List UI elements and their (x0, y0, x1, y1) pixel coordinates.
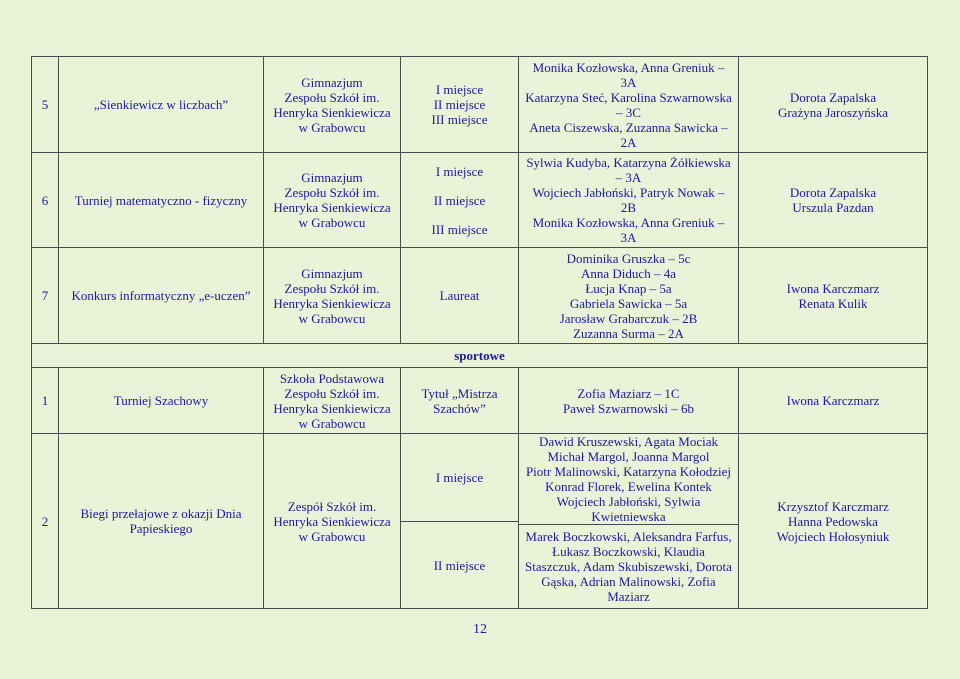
students-cell (519, 368, 739, 434)
school-cell (264, 153, 401, 248)
row-number: 6 (32, 153, 59, 248)
school-line: Gimnazjum (301, 265, 363, 281)
teacher-line: Dorota Zapalska (789, 185, 877, 200)
students-cell (519, 248, 739, 344)
teacher-line: Krzysztof Karczmarz (777, 498, 889, 514)
student-line: Paweł Szwarnowski – 6b (562, 400, 695, 416)
teacher-line: Iwona Karczmarz (786, 393, 880, 408)
teacher-line: Urszula Pazdan (792, 200, 874, 215)
school-line: Henryka Sienkiewicza (273, 104, 391, 120)
student-line: Łucja Knap – 5a (585, 280, 672, 296)
school-line: w Grabowcu (298, 215, 366, 230)
student-line: Gabriela Sawicka – 5a (569, 295, 688, 311)
school-line: w Grabowcu (298, 119, 366, 135)
result-first (401, 434, 518, 521)
students-cell (519, 57, 739, 153)
table-row (32, 57, 928, 153)
table-row (32, 434, 928, 609)
teacher-line: Iwona Karczmarz (786, 280, 880, 296)
school-cell (264, 248, 401, 344)
teacher-line: Renata Kulik (798, 295, 868, 311)
result-line: III miejsce (431, 112, 488, 127)
competition-name: Turniej matematyczno - fizyczny (59, 153, 264, 248)
row-number: 2 (32, 434, 59, 609)
result-line: I miejsce (435, 163, 484, 179)
competition-name: Turniej Szachowy (59, 368, 264, 434)
teacher-line: Dorota Zapalska (789, 89, 877, 105)
student-line: Maziarz (607, 589, 650, 604)
student-line: 3A (620, 230, 637, 245)
school-line: Henryka Sienkiewicza (273, 295, 391, 311)
result-cell (401, 368, 519, 434)
student-line: 2A (620, 134, 637, 150)
table-row (32, 153, 928, 248)
student-line: Gąska, Adrian Malinowski, Zofia (541, 574, 716, 589)
school-line: Zespołu Szkół im. (284, 280, 380, 296)
student-line: Aneta Ciszewska, Zuzanna Sawicka – (529, 119, 728, 135)
student-line: Katarzyna Steć, Karolina Szwarnowska (525, 89, 732, 105)
students-second (519, 524, 738, 608)
student-line: Dawid Kruszewski, Agata Mociak (538, 434, 719, 449)
results-table (31, 56, 928, 609)
student-line: – 3A (615, 170, 642, 185)
student-line: Zofia Maziarz – 1C (577, 385, 680, 401)
student-line: Sylwia Kudyba, Katarzyna Żółkiewska (526, 155, 731, 170)
result-line: I miejsce (435, 470, 484, 486)
teacher-line: Hanna Pedowska (788, 513, 878, 529)
teachers-cell (739, 368, 928, 434)
school-line: Zespołu Szkół im. (284, 89, 380, 105)
student-line: Michał Margol, Joanna Margol (547, 449, 710, 464)
student-line: Kwietniewska (591, 509, 666, 524)
row-number: 1 (32, 368, 59, 434)
student-line: Staszczuk, Adam Skubiszewski, Dorota (525, 559, 732, 574)
student-line: 3A (620, 74, 637, 90)
teachers-cell (739, 153, 928, 248)
school-line: Henryka Sienkiewicza (273, 200, 391, 215)
school-line: Zespołu Szkół im. (284, 185, 380, 200)
student-line: Wojciech Jabłoński, Patryk Nowak – (532, 185, 725, 200)
school-line: Henryka Sienkiewicza (273, 513, 391, 529)
table-row (32, 248, 928, 344)
students-cell (519, 153, 739, 248)
competition-name: Konkurs informatyczny „e-uczen” (59, 248, 264, 344)
competition-name (59, 434, 264, 609)
result-line: I miejsce (435, 82, 484, 97)
student-line: Wojciech Jabłoński, Sylwia (556, 494, 701, 509)
school-line: Szkoła Podstawowa (279, 370, 385, 386)
student-line: Konrad Florek, Ewelina Kontek (545, 479, 712, 494)
students-cell (519, 434, 739, 609)
student-line: Piotr Malinowski, Katarzyna Kołodziej (525, 464, 732, 479)
school-line: Henryka Sienkiewicza (273, 400, 391, 416)
school-cell (264, 57, 401, 153)
page-number: 12 (473, 622, 487, 637)
result-line: Tytuł „Mistrza (421, 385, 498, 401)
student-line: Monika Kozłowska, Anna Greniuk – (532, 59, 725, 75)
result-line: II miejsce (433, 192, 486, 208)
result-line: II miejsce (433, 557, 486, 573)
student-line: – 3C (616, 104, 641, 120)
competition-line: Biegi przełajowe z okazji Dnia (80, 506, 242, 521)
result-line: III miejsce (431, 221, 488, 237)
section-header-row (32, 344, 928, 368)
result-cell (401, 434, 519, 609)
school-line: Gimnazjum (301, 170, 363, 185)
teachers-cell (739, 434, 928, 609)
student-line: Zuzanna Surma – 2A (573, 325, 684, 341)
student-line: Łukasz Boczkowski, Klaudia (552, 544, 705, 559)
student-line: Anna Diduch – 4a (581, 265, 676, 281)
teachers-cell (739, 248, 928, 344)
school-line: Zespół Szkół im. (287, 498, 377, 514)
school-line: Gimnazjum (301, 74, 363, 90)
student-line: Jarosław Grabarczuk – 2B (559, 310, 698, 326)
school-cell (264, 368, 401, 434)
result-cell (401, 248, 519, 344)
school-line: w Grabowcu (298, 528, 366, 544)
result-second (401, 521, 518, 608)
students-first (519, 434, 738, 524)
competition-name: „Sienkiewicz w liczbach” (59, 57, 264, 153)
school-line: Zespołu Szkół im. (284, 385, 380, 401)
row-number: 7 (32, 248, 59, 344)
result-line: Laureat (439, 288, 480, 303)
result-line: Szachów” (433, 400, 486, 416)
table-row (32, 368, 928, 434)
student-line: 2B (620, 200, 637, 215)
student-line: Monika Kozłowska, Anna Greniuk – (532, 215, 725, 230)
school-line: w Grabowcu (298, 310, 366, 326)
result-line: II miejsce (433, 97, 486, 112)
teacher-line: Wojciech Hołosyniuk (776, 528, 890, 544)
teacher-line: Grażyna Jaroszyńska (777, 104, 889, 120)
result-cell (401, 153, 519, 248)
school-cell (264, 434, 401, 609)
student-line: Dominika Gruszka – 5c (566, 250, 691, 266)
competition-line: Papieskiego (129, 521, 193, 536)
teachers-cell (739, 57, 928, 153)
student-line: Marek Boczkowski, Aleksandra Farfus, (525, 529, 732, 544)
school-line: w Grabowcu (298, 415, 366, 431)
section-label: sportowe (32, 344, 928, 368)
row-number: 5 (32, 57, 59, 153)
result-cell (401, 57, 519, 153)
